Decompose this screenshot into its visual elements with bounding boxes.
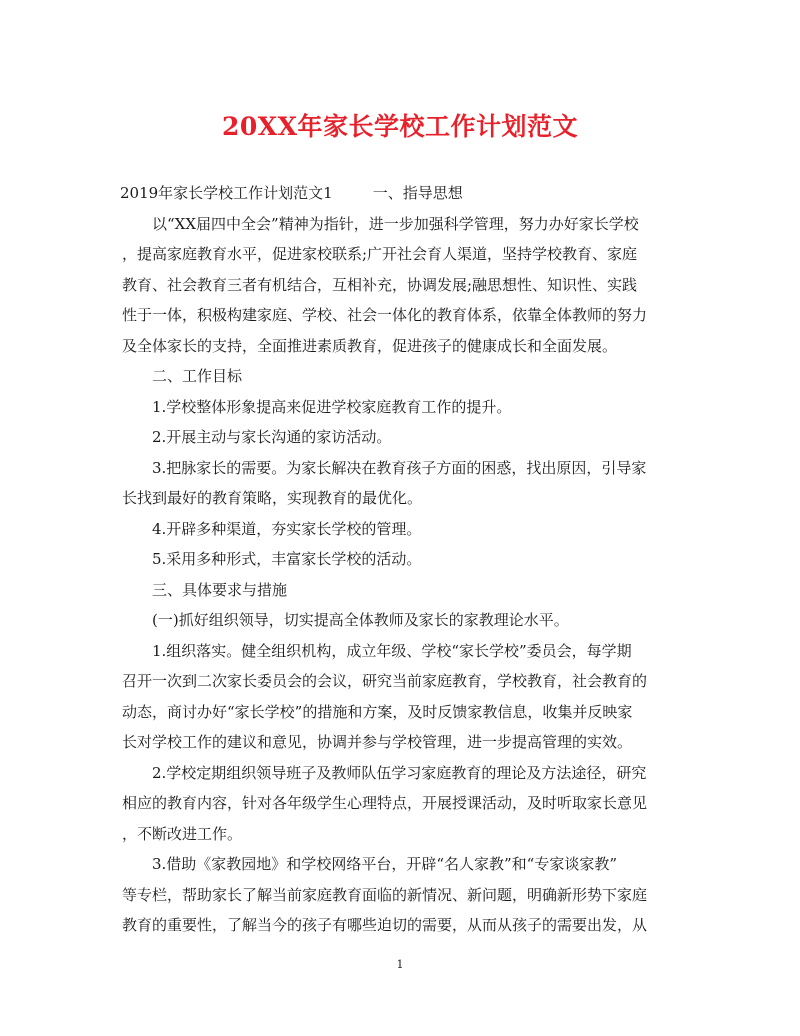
paragraph-line: 以“XX届四中全会”精神为指针，进一步加强科学管理，努力办好家长学校 <box>152 214 639 233</box>
list-item-continuation: 长找到最好的教育策略，实现教育的最优化。 <box>122 489 423 507</box>
intro-line <box>120 178 678 209</box>
list-item: 2.开展主动与家长沟通的家访活动。 <box>152 428 392 446</box>
intro-heading: 2019年家长学校工作计划范文1 <box>120 184 333 202</box>
section-heading-goals: 二、工作目标 <box>152 367 243 385</box>
paragraph-line: 教育、社会教育三者有机结合，互相补充，协调发展;融思想性、知识性、实践 <box>122 275 638 294</box>
paragraph-line: 等专栏，帮助家长了解当前家庭教育面临的新情况、新问题，明确新形势下家庭 <box>122 885 648 904</box>
paragraph-line: 长对学校工作的建议和意见，协调并参与学校管理，进一步提高管理的实效。 <box>122 733 633 751</box>
paragraph-line: 1.组织落实。健全组织机构，成立年级、学校“家长学校”委员会，每学期 <box>152 641 632 660</box>
paragraph-line: 召开一次到二次家长委员会的会议，研究当前家庭教育，学校教育，社会教育的 <box>122 672 648 690</box>
section-heading-measures: 三、具体要求与措施 <box>152 580 288 599</box>
paragraph-line: 性于一体，积极构建家庭、学校、社会一体化的教育体系，依靠全体教师的努力 <box>122 306 648 324</box>
paragraph-line: ，提高家庭教育水平，促进家校联系;广开社会育人渠道，坚持学校教育、家庭 <box>122 245 638 263</box>
list-item: 4.开辟多种渠道，夯实家长学校的管理。 <box>152 519 422 538</box>
paragraph-line: 动态，商讨办好“家长学校”的措施和方案，及时反馈家教信息，收集并反映家 <box>122 702 633 721</box>
subsection-heading: (一)抓好组织领导，切实提高全体教师及家长的家教理论水平。 <box>152 611 569 629</box>
paragraph-line: 相应的教育内容，针对各年级学生心理特点，开展授课活动，及时听取家长意见 <box>122 794 648 812</box>
paragraph-line: 3.借助《家教园地》和学校网络平台，开辟“名人家教”和“专家谈家教” <box>152 855 617 873</box>
paragraph-line: 教育的重要性，了解当今的孩子有哪些迫切的需要，从而从孩子的需要出发，从 <box>122 916 648 934</box>
page-number: 1 <box>396 958 404 971</box>
section-heading-guiding: 一、指导思想 <box>372 184 463 202</box>
paragraph-line: 及全体家长的支持，全面推进素质教育，促进孩子的健康成长和全面发展。 <box>122 336 618 355</box>
list-item: 3.把脉家长的需要。为家长解决在教育孩子方面的困惑，找出原因，引导家 <box>152 458 647 477</box>
list-item: 5.采用多种形式，丰富家长学校的活动。 <box>152 550 422 568</box>
document-title: 20XX年家长学校工作计划范文 <box>221 112 579 141</box>
intro-gap <box>333 178 373 209</box>
paragraph-line: ，不断改进工作。 <box>122 824 243 843</box>
paragraph-line: 2.学校定期组织领导班子及教师队伍学习家庭教育的理论及方法途径，研究 <box>152 763 647 782</box>
list-item: 1.学校整体形象提高来促进学校家庭教育工作的提升。 <box>152 397 512 416</box>
document-body <box>122 178 678 941</box>
